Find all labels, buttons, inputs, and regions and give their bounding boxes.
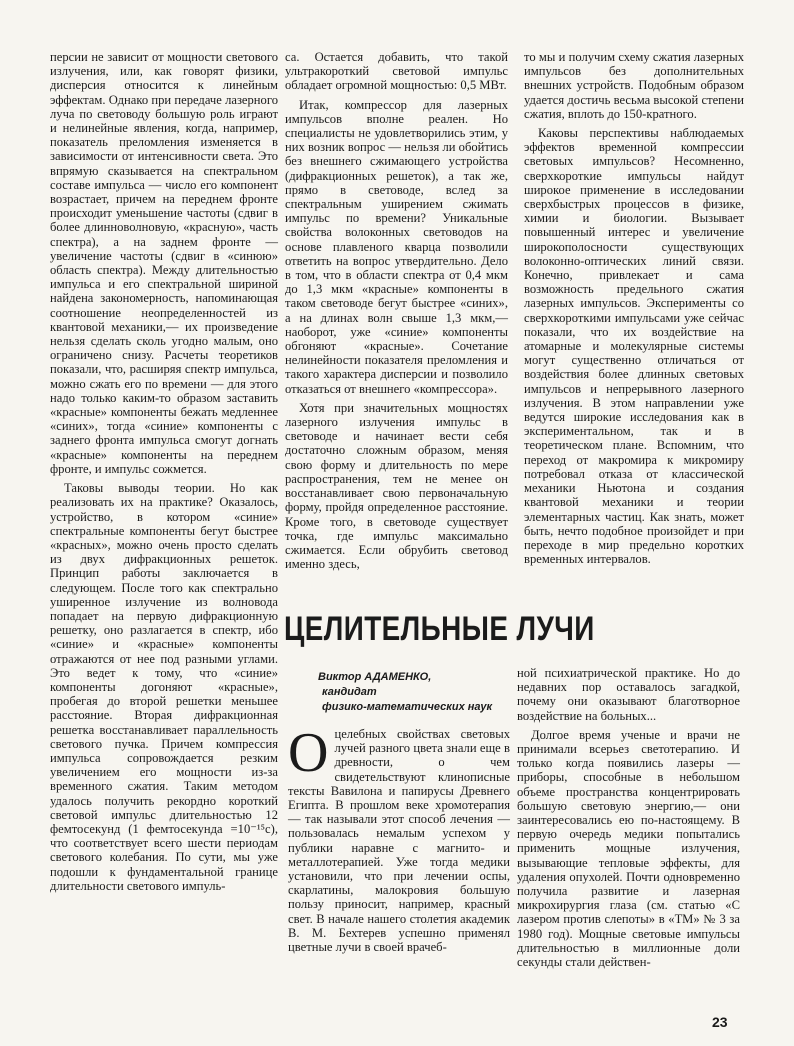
paragraph-with-dropcap [288,722,510,955]
article2-column-1 [288,722,510,987]
paragraph: са. Остается добавить, что такой ультракороткий световой импульс обладает огромной мощностью: 0,5 МВт. [285,50,508,93]
byline [318,670,508,715]
article1-column-2 [285,50,508,572]
paragraph-text: целебных свойствах световых лучей разного цвета знали еще в древности, о чем свидетельствуют клинописные тексты Вавилона и папирусы Древнего Египта. В прошлом веке хромотерапия — так называли этот способ лечения — пользовалась немалым успехом у публики наравне с магнито- и металлотерапией. Уже тогда медики установили, что при лечении оспы, скарлатины, малокровия большую пользу приносит, например, красный свет. В начале нашего столетия академик В. М. Бехтерев успешно применял цветные лучи в своей врачеб- [288,727,510,955]
paragraph: Итак, компрессор для лазерных импульсов вполне реален. Но специалисты не удовлетворились этим, у них возник вопрос — нельзя ли обойтись без внешнего сжимающего устройства (дифракционных решеток), а так же, прямо в световоде, вслед за спектральным уширением сжимать импульс по времени? Уникальные свойства волоконных световодов на основе плавленого кварца позволили ответить на вопрос утвердительно. Дело в том, что в области спектра от 0,4 мкм до 1,3 мкм «красные» компоненты в таком световоде бегут быстрее «синих», а на длинах волн свыше 1,3 мкм,— наоборот, уже «синие» компоненты обгоняют «красные». Сочетание нелинейности показателя преломления и такого характера дисперсии и позволило отказаться от внешнего «компрессора». [285,97,508,396]
author-degree: кандидат [322,686,377,698]
paragraph: ной психиатрической практике. Но до недавних пор оставалось загадкой, почему они оказывают благотворное воздействие на больных... [517,666,740,723]
article1-column-3 [524,50,744,585]
article-title: ЦЕЛИТЕЛЬНЫЕ ЛУЧИ [284,610,595,648]
paragraph: персии не зависит от мощности светового излучения, или, как говорят физики, дисперсия относится к линейным эффектам. Однако при передаче лазерного луча по световоду большую роль играют и нелинейные явления, когда, например, показатель преломления изменяется в зависимости от интенсивности света. Это впрямую сказывается на спектральном составе импульса — число его компонент возрастает, причем на переднем фронте происходит уменьшение частоты (сдвиг в более длинноволновую, «красную», часть спектра), а на заднем фронте — увеличение частоты (сдвиг в «синюю» область спектра). Между длительностью импульса и его спектральной шириной найдена закономерность, напоминающая соотношение неопределенностей из квантовой механики,— их произведение нельзя сделать сколь угодно малым, оно ограничено снизу. Расчеты теоретиков показали, что, расширяя спектр импульса, можно сжать его по времени — для этого надо только каким-то образом заставить «красные» компоненты бежать медленнее «синих», тогда «синие» компоненты с заднего фронта импульса смогут догнать «красные» компоненты на переднем фронте, и импульс сожмется. [50,50,278,476]
paragraph: Долгое время ученые и врачи не принимали всерьез светотерапию. И только когда появились лазеры — приборы, способные в небольшом объеме пространства концентрировать большую световую энергию,— они заинтересовались ею по-настоящему. В первую очередь медики попытались применить мощные излучения, вызывающие тепловые эффекты, для удаления опухолей. Почти одновременно получила развитие и лазерная микрохирургия глаза (см. статью «С лазером против слепоты» в «ТМ» № 3 за 1980 год). Мощные световые импульсы длительностью в миллионные доли секунды стали действен- [517,727,740,970]
article2-column-2 [517,666,740,996]
drop-cap: О [288,722,329,784]
author-field: физико-математических наук [322,701,493,713]
article1-column-1 [50,50,278,980]
paragraph: то мы и получим схему сжатия лазерных импульсов без дополнительных внешних устройств. Подобным образом удается достичь весьма высокой степени сжатия, вплоть до 150-кратного. [524,50,744,121]
author-name: Виктор АДАМЕНКО, [318,671,432,683]
page-number: 23 [712,1014,728,1030]
paragraph: Хотя при значительных мощностях лазерного излучения импульс в световоде и начинает вести себя достаточно сложным образом, меняя свою форму и длительность по мере распространения, тем не менее он восстанавливает свою первоначальную форму, пройдя определенное расстояние. Кроме того, в световоде существует точка, где импульс максимально сжимается. Если обрубить световод именно здесь, [285,400,508,572]
paragraph: Таковы выводы теории. Но как реализовать их на практике? Оказалось, устройство, в котором «синие» спектральные компоненты бегут быстрее «красных», можно очень просто сделать из двух дифракционных решеток. Принцип работы заключается в следующем. После того как спектрально уширенное излучение из волновода попадает на первую дифракционную решетку, оно разлагается в спектр, ибо «синие» и «красные» компоненты отражаются от нее под разными углами. Это ведет к тому, что «синие» компоненты догоняют «красные», пробегая до второй решетки меньшее расстояние. Вторая дифракционная решетка восстанавливает параллельность светового пучка. Причем компрессия импульса сопровождается резким увеличением его мощности из-за временного сжатия. Таким методом удалось получить рекордно короткий световой импульс длительностью 12 фемтосекунд (1 фемтосекунда =10⁻¹⁵с), что соответствует всего шести периодам светового колебания. По сути, мы уже подошли к фундаментальной границе длительности светового импуль- [50,481,278,893]
paragraph: Каковы перспективы наблюдаемых эффектов временной компрессии световых импульсов? Несомненно, сверхкороткие импульсы найдут широкое применение в исследовании сверхбыстрых процессов в физике, химии и биологии. Вызывает повышенный интерес и увеличение широкополосности существующих волоконно-оптических линий связи. Конечно, привлекает и сама возможность предельного сжатия лазерных импульсов. Эксперименты со сверхкороткими импульсами уже сейчас показали, что их воздействие на атомарные и молекулярные системы могут существенно отличаться от воздействия более длинных световых импульсов и непрерывного лазерного излучения. В этом направлении уже ведутся широкие исследования как в экспериментальном, так и в теоретическом плане. Вспомним, что переход от макромира к микромиру потребовал отказа от классической механики Ньютона и создания квантовой механики и теории элементарных частиц. Как знать, может быть, нечто подобное произойдет и при переходе в мир предельно коротких временных интервалов. [524,126,744,567]
